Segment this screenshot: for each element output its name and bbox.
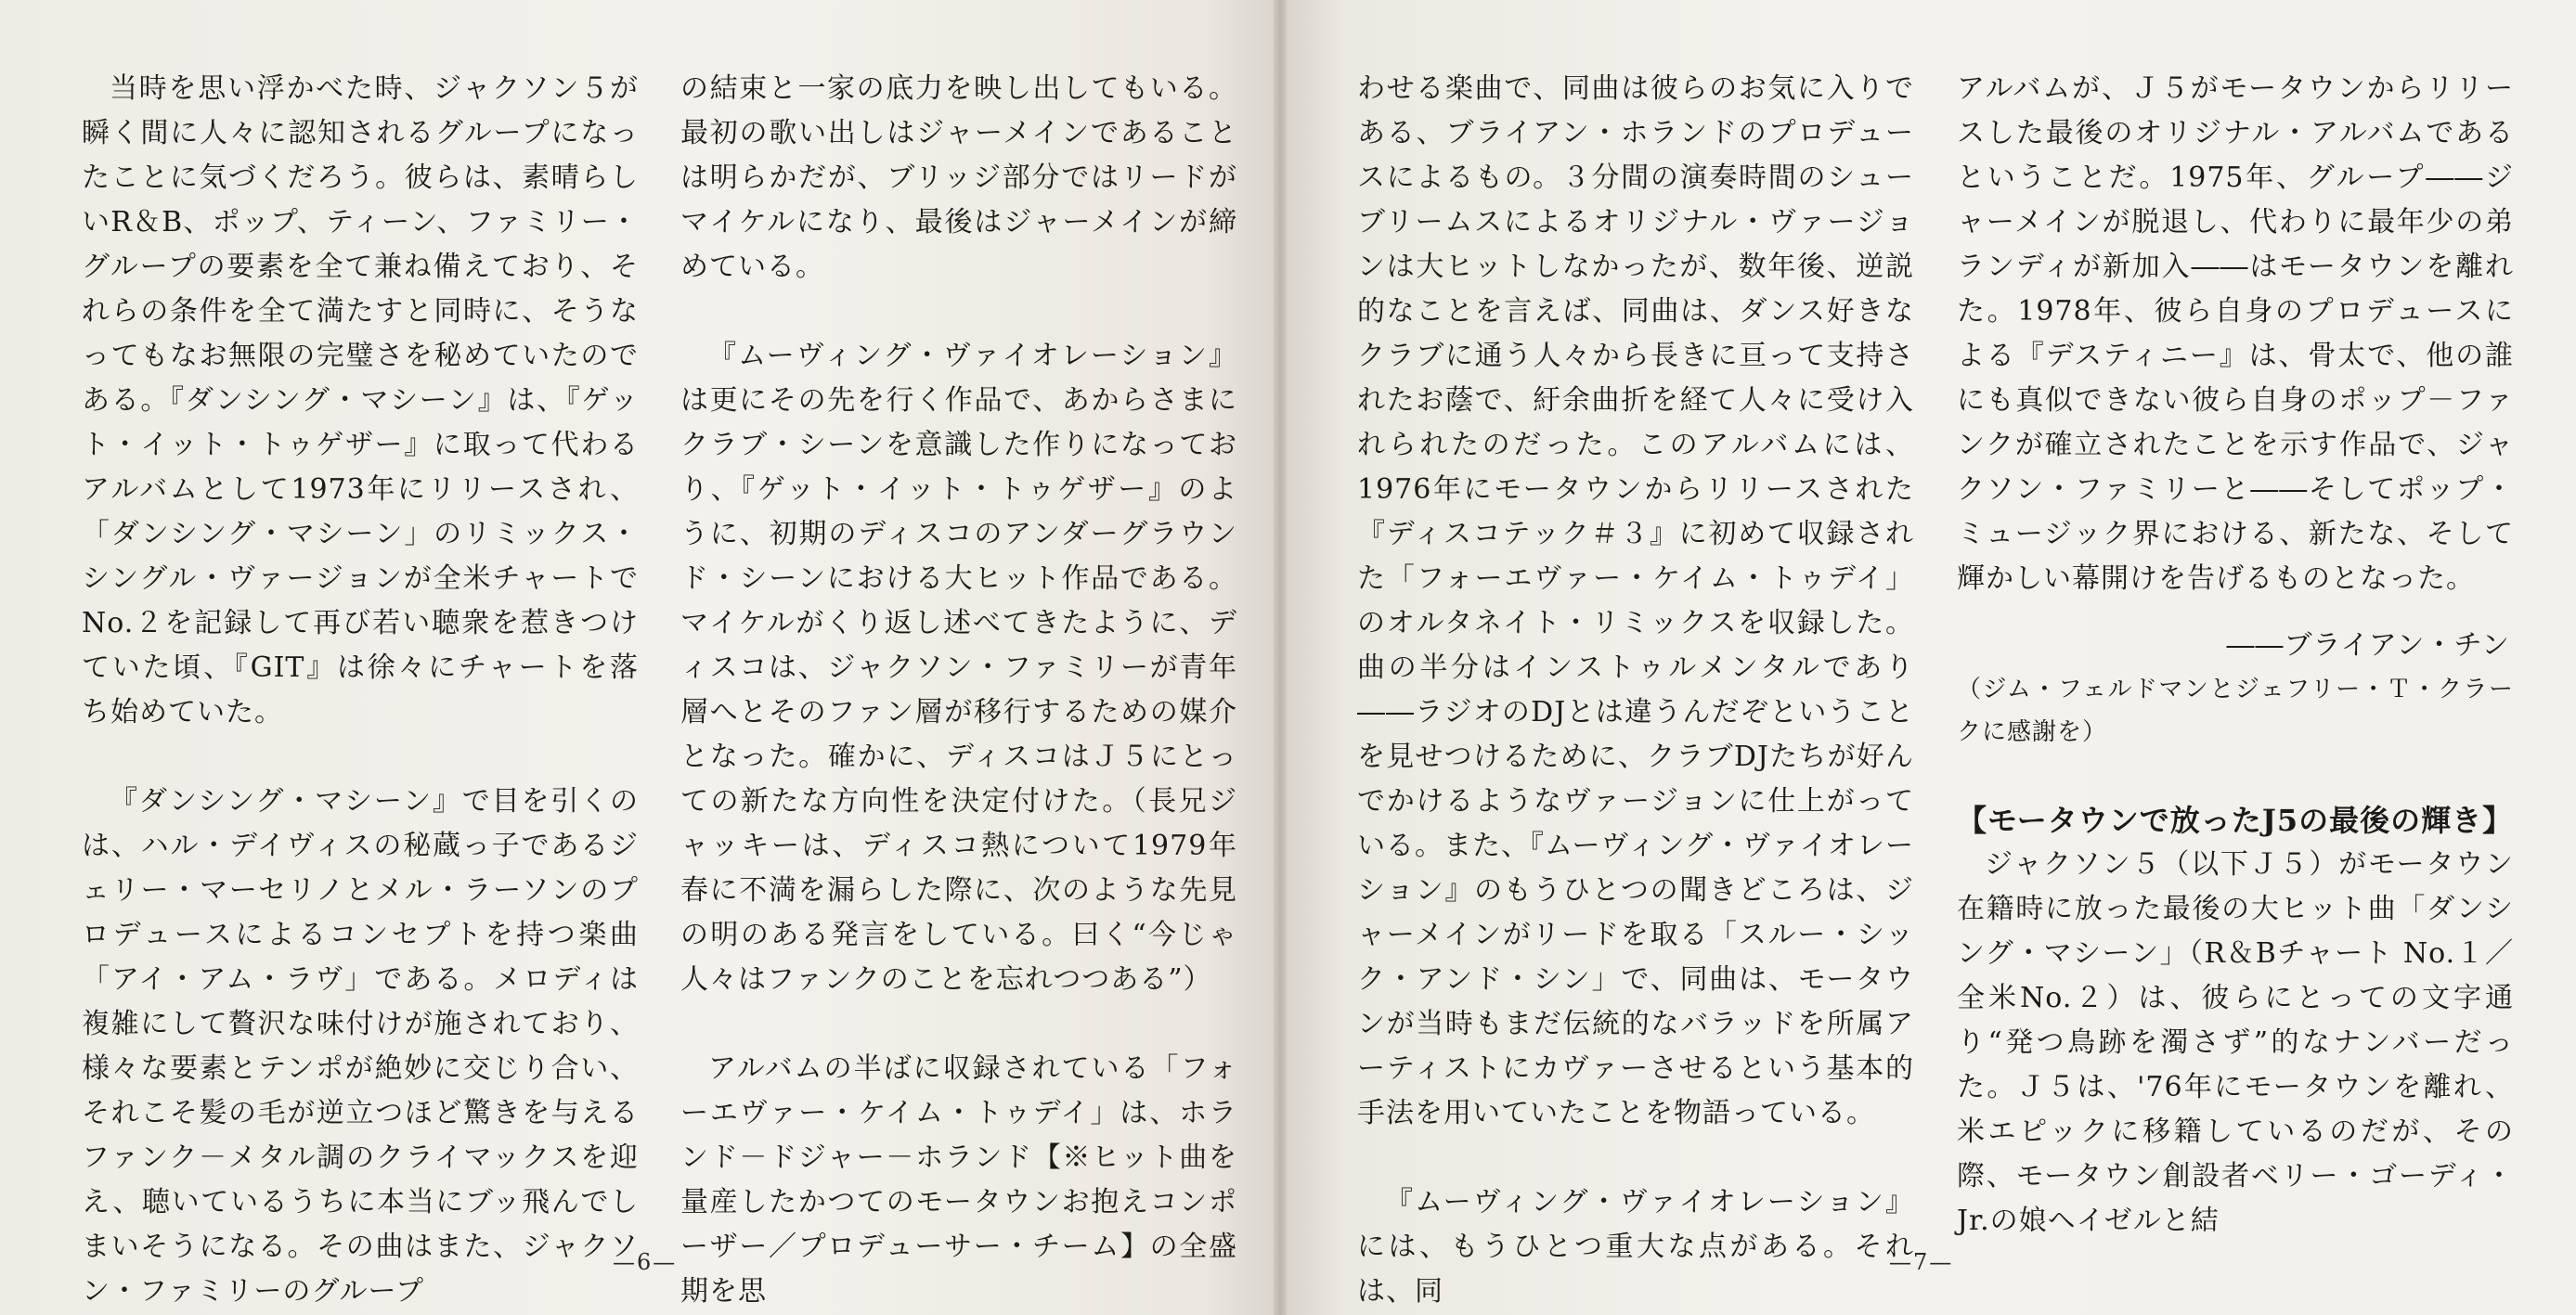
section-heading: 【モータウンで放ったJ5の最後の輝き】 — [1957, 803, 2514, 838]
paragraph: アルバムが、Ｊ５がモータウンからリリースした最後のオリジナル・アルバムであるということだ。1975年、グループ――ジャーメインが脱退し、代わりに最年少の弟ランディが新加入――はモータウンを離れた。1978年、彼ら自身のプロデュースによる『デスティニー』は、骨太で、他の誰にも真似できない彼ら自身のポップ－ファンクが確立されたことを示す作品で、ジャクソン・ファミリーと――そしてポップ・ミュージック界における、新たな、そして輝かしい幕開けを告げるものとなった。 — [1957, 72, 2514, 595]
paragraph: アルバムの半ばに収録されている「フォーエヴァー・ケイム・トゥデイ」は、ホランド－ドジャー－ホランド【※ヒット曲を量産したかつてのモータウンお抱えコンポーザー／プロデューサー・チーム】の全盛期を思 — [680, 1052, 1237, 1308]
left-page — [0, 0, 1279, 1315]
paragraph: わせる楽曲で、同曲は彼らのお気に入りである、ブライアン・ホランドのプロデュースによるもの。３分間の演奏時間のシューブリームスによるオリジナル・ヴァージョンは大ヒットしなかったが、数年後、逆説的なことを言えば、同曲は、ダンス好きなクラブに通う人々から長きに亘って支持されたお蔭で、紆余曲折を経て人々に受け入れられたのだった。このアルバムには、1976年にモータウンからリリースされた『ディスコテック＃３』に初めて収録された「フォーエヴァー・ケイム・トゥデイ」のオルタネイト・リミックスを収録した。曲の半分はインストゥルメンタルであり――ラジオのDJとは違うんだぞということを見せつけるために、クラブDJたちが好んでかけるようなヴァージョンに仕上がっている。また、『ムーヴィング・ヴァイオレーション』のもうひとつの聞きどころは、ジャーメインがリードを取る「スルー・シック・アンド・シン」で、同曲は、モータウンが当時もまだ伝統的なバラッドを所属アーティストにカヴァーさせるという基本的手法を用いていたことを物語っている。 — [1357, 72, 1914, 1129]
page-number-left: —6— — [613, 1249, 678, 1275]
left-page-column-1 — [82, 67, 639, 1314]
left-page-column-2 — [680, 67, 1237, 1314]
paragraph: 『ムーヴィング・ヴァイオレーション』には、もうひとつ重大な点がある。それは、同 — [1357, 1186, 1914, 1308]
page-number-right: —7— — [1889, 1249, 1954, 1275]
right-page-column-2 — [1957, 67, 2514, 1244]
author-signature: ――ブライアン・チン — [2226, 629, 2510, 662]
paragraph: 『ムーヴィング・ヴァイオレーション』は更にその先を行く作品で、あからさまにクラブ・シーンを意識した作りになっており、『ゲット・イット・トゥゲザー』のように、初期のディスコのアンダーグラウンド・シーンにおける大ヒット作品である。マイケルがくり返し述べてきたように、ディスコは、ジャクソン・ファミリーが青年層へとそのファン層が移行するための媒介となった。確かに、ディスコはＪ５にとっての新たな方向性を決定付けた。（長兄ジャッキーは、ディスコ熱について1979年春に不満を漏らした際に、次のような先見の明のある発言をしている。曰く“今じゃ人々はファンクのことを忘れつつある”） — [680, 340, 1237, 996]
paragraph: 『ダンシング・マシーン』で目を引くのは、ハル・デイヴィスの秘蔵っ子であるジェリー・マーセリノとメル・ラーソンのプロデュースによるコンセプトを持つ楽曲「アイ・アム・ラヴ」である。メロディは複雑にして贅沢な味付けが施されており、様々な要素とテンポが絶妙に交じり合い、それこそ髪の毛が逆立つほど驚きを与えるファンク－メタル調のクライマックスを迎え、聴いているうちに本当にブッ飛んでしまいそうになる。その曲はまた、ジャクソン・ファミリーのグループ — [82, 785, 639, 1308]
book-gutter — [1274, 0, 1287, 1315]
paragraph: 当時を思い浮かべた時、ジャクソン５が瞬く間に人々に認知されるグループになったことに気づくだろう。彼らは、素晴らしいR＆B、ポップ、ティーン、ファミリー・グループの要素を全て兼ね備えており、それらの条件を全て満たすと同時に、そうなってもなお無限の完璧さを秘めていたのである。『ダンシング・マシーン』は、『ゲット・イット・トゥゲザー』に取って代わるアルバムとして1973年にリリースされ、「ダンシング・マシーン」のリミックス・シングル・ヴァージョンが全米チャートでNo.２を記録して再び若い聴衆を惹きつけていた頃、『GIT』は徐々にチャートを落ち始めていた。 — [82, 72, 639, 728]
right-page — [1279, 0, 2576, 1315]
paragraph: の結束と一家の底力を映し出してもいる。最初の歌い出しはジャーメインであることは明らかだが、ブリッジ部分ではリードがマイケルになり、最後はジャーメインが締めている。 — [680, 72, 1237, 283]
acknowledgement: （ジム・フェルドマンとジェフリー・Ｔ・クラークに感謝を） — [1957, 676, 2514, 746]
paragraph: ジャクソン５（以下Ｊ５）がモータウン在籍時に放った最後の大ヒット曲「ダンシング・マシーン」（R＆Bチャート No.１／全米No.２）は、彼らにとっての文字通り“発つ鳥跡を濁さず”的なナンバーだった。Ｊ５は、'76年にモータウンを離れ、米エピックに移籍しているのだが、その際、モータウン創設者ベリー・ゴーディ・Jr.の娘ヘイゼルと結 — [1957, 848, 2514, 1237]
right-page-column-1 — [1357, 67, 1914, 1314]
